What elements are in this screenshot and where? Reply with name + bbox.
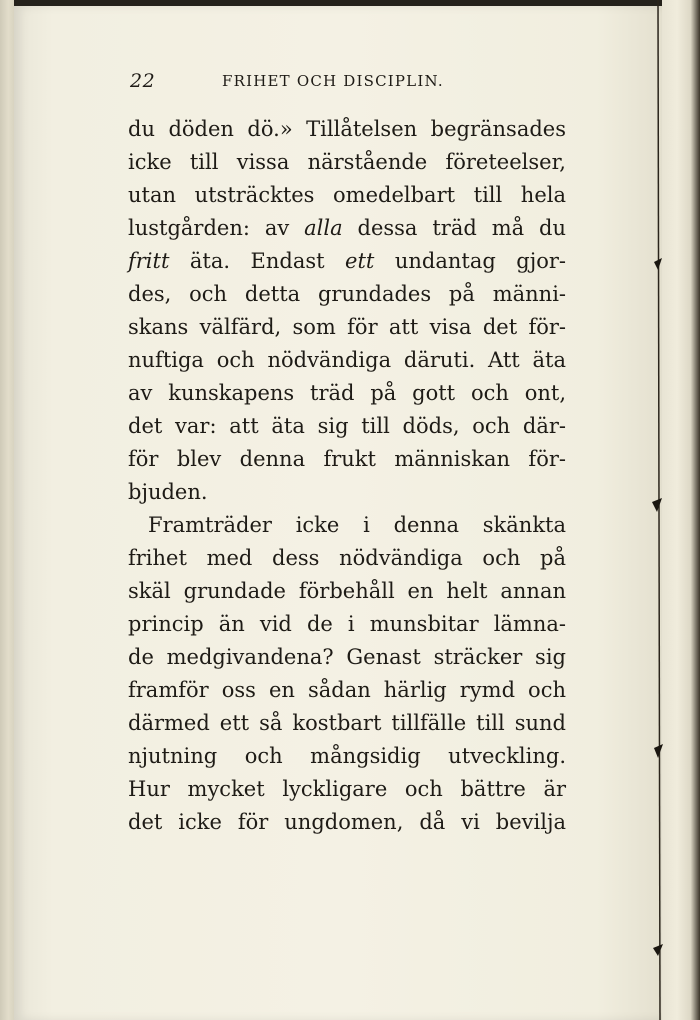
text-line: njutning och mångsidig utveckling.: [128, 744, 566, 768]
emphasis: ett: [345, 249, 375, 273]
text-line: Hur mycket lyckligare och bättre är: [128, 777, 566, 801]
paragraph-1: [128, 113, 566, 509]
body-text: [128, 113, 566, 839]
emphasis: fritt: [128, 249, 170, 273]
text-line: bjuden.: [128, 480, 208, 504]
emphasis: alla: [304, 216, 343, 240]
page-fore-edge: [662, 0, 700, 1020]
text-line: princip än vid de i munsbitar lämna-: [128, 612, 566, 636]
text-line: de medgivandena? Genast sträcker sig: [128, 645, 566, 669]
text-line: des, och detta grundades på männi-: [128, 282, 566, 306]
text-line: skans välfärd, som för att visa det för-: [128, 315, 566, 339]
text-line: nuftiga och nödvändiga däruti. Att äta: [128, 348, 566, 372]
paragraph-2: [128, 509, 566, 839]
binding-thread-decoration: [648, 0, 666, 1020]
text-line: för blev denna frukt människan för-: [128, 447, 566, 471]
text-line: fritt äta. Endast ett undantag gjor-: [128, 249, 566, 273]
text-line: av kunskapens träd på gott och ont,: [128, 381, 566, 405]
text-line: det var: att äta sig till döds, och där-: [128, 414, 566, 438]
text-line: det icke för ungdomen, då vi bevilja: [128, 810, 566, 834]
text-line: skäl grundade förbehåll en helt annan: [128, 579, 566, 603]
text-line: Framträder icke i denna skänkta: [148, 513, 566, 537]
previous-page-edge: [0, 0, 14, 1020]
text-line: lustgården: av alla dessa träd må du: [128, 216, 566, 240]
text-line: därmed ett så kostbart tillfälle till sund: [128, 711, 566, 735]
text-line: du döden dö.» Tillåtelsen begränsades: [128, 117, 566, 141]
text-line: icke till vissa närstående företeelser,: [128, 150, 566, 174]
running-head: FRIHET OCH DISCIPLIN.: [222, 72, 444, 90]
text-line: frihet med dess nödvändiga och på: [128, 546, 566, 570]
page-number: 22: [130, 70, 156, 92]
text-line: framför oss en sådan härlig rymd och: [128, 678, 566, 702]
page-header: [130, 70, 550, 100]
text-line: utan utsträcktes omedelbart till hela: [128, 183, 566, 207]
